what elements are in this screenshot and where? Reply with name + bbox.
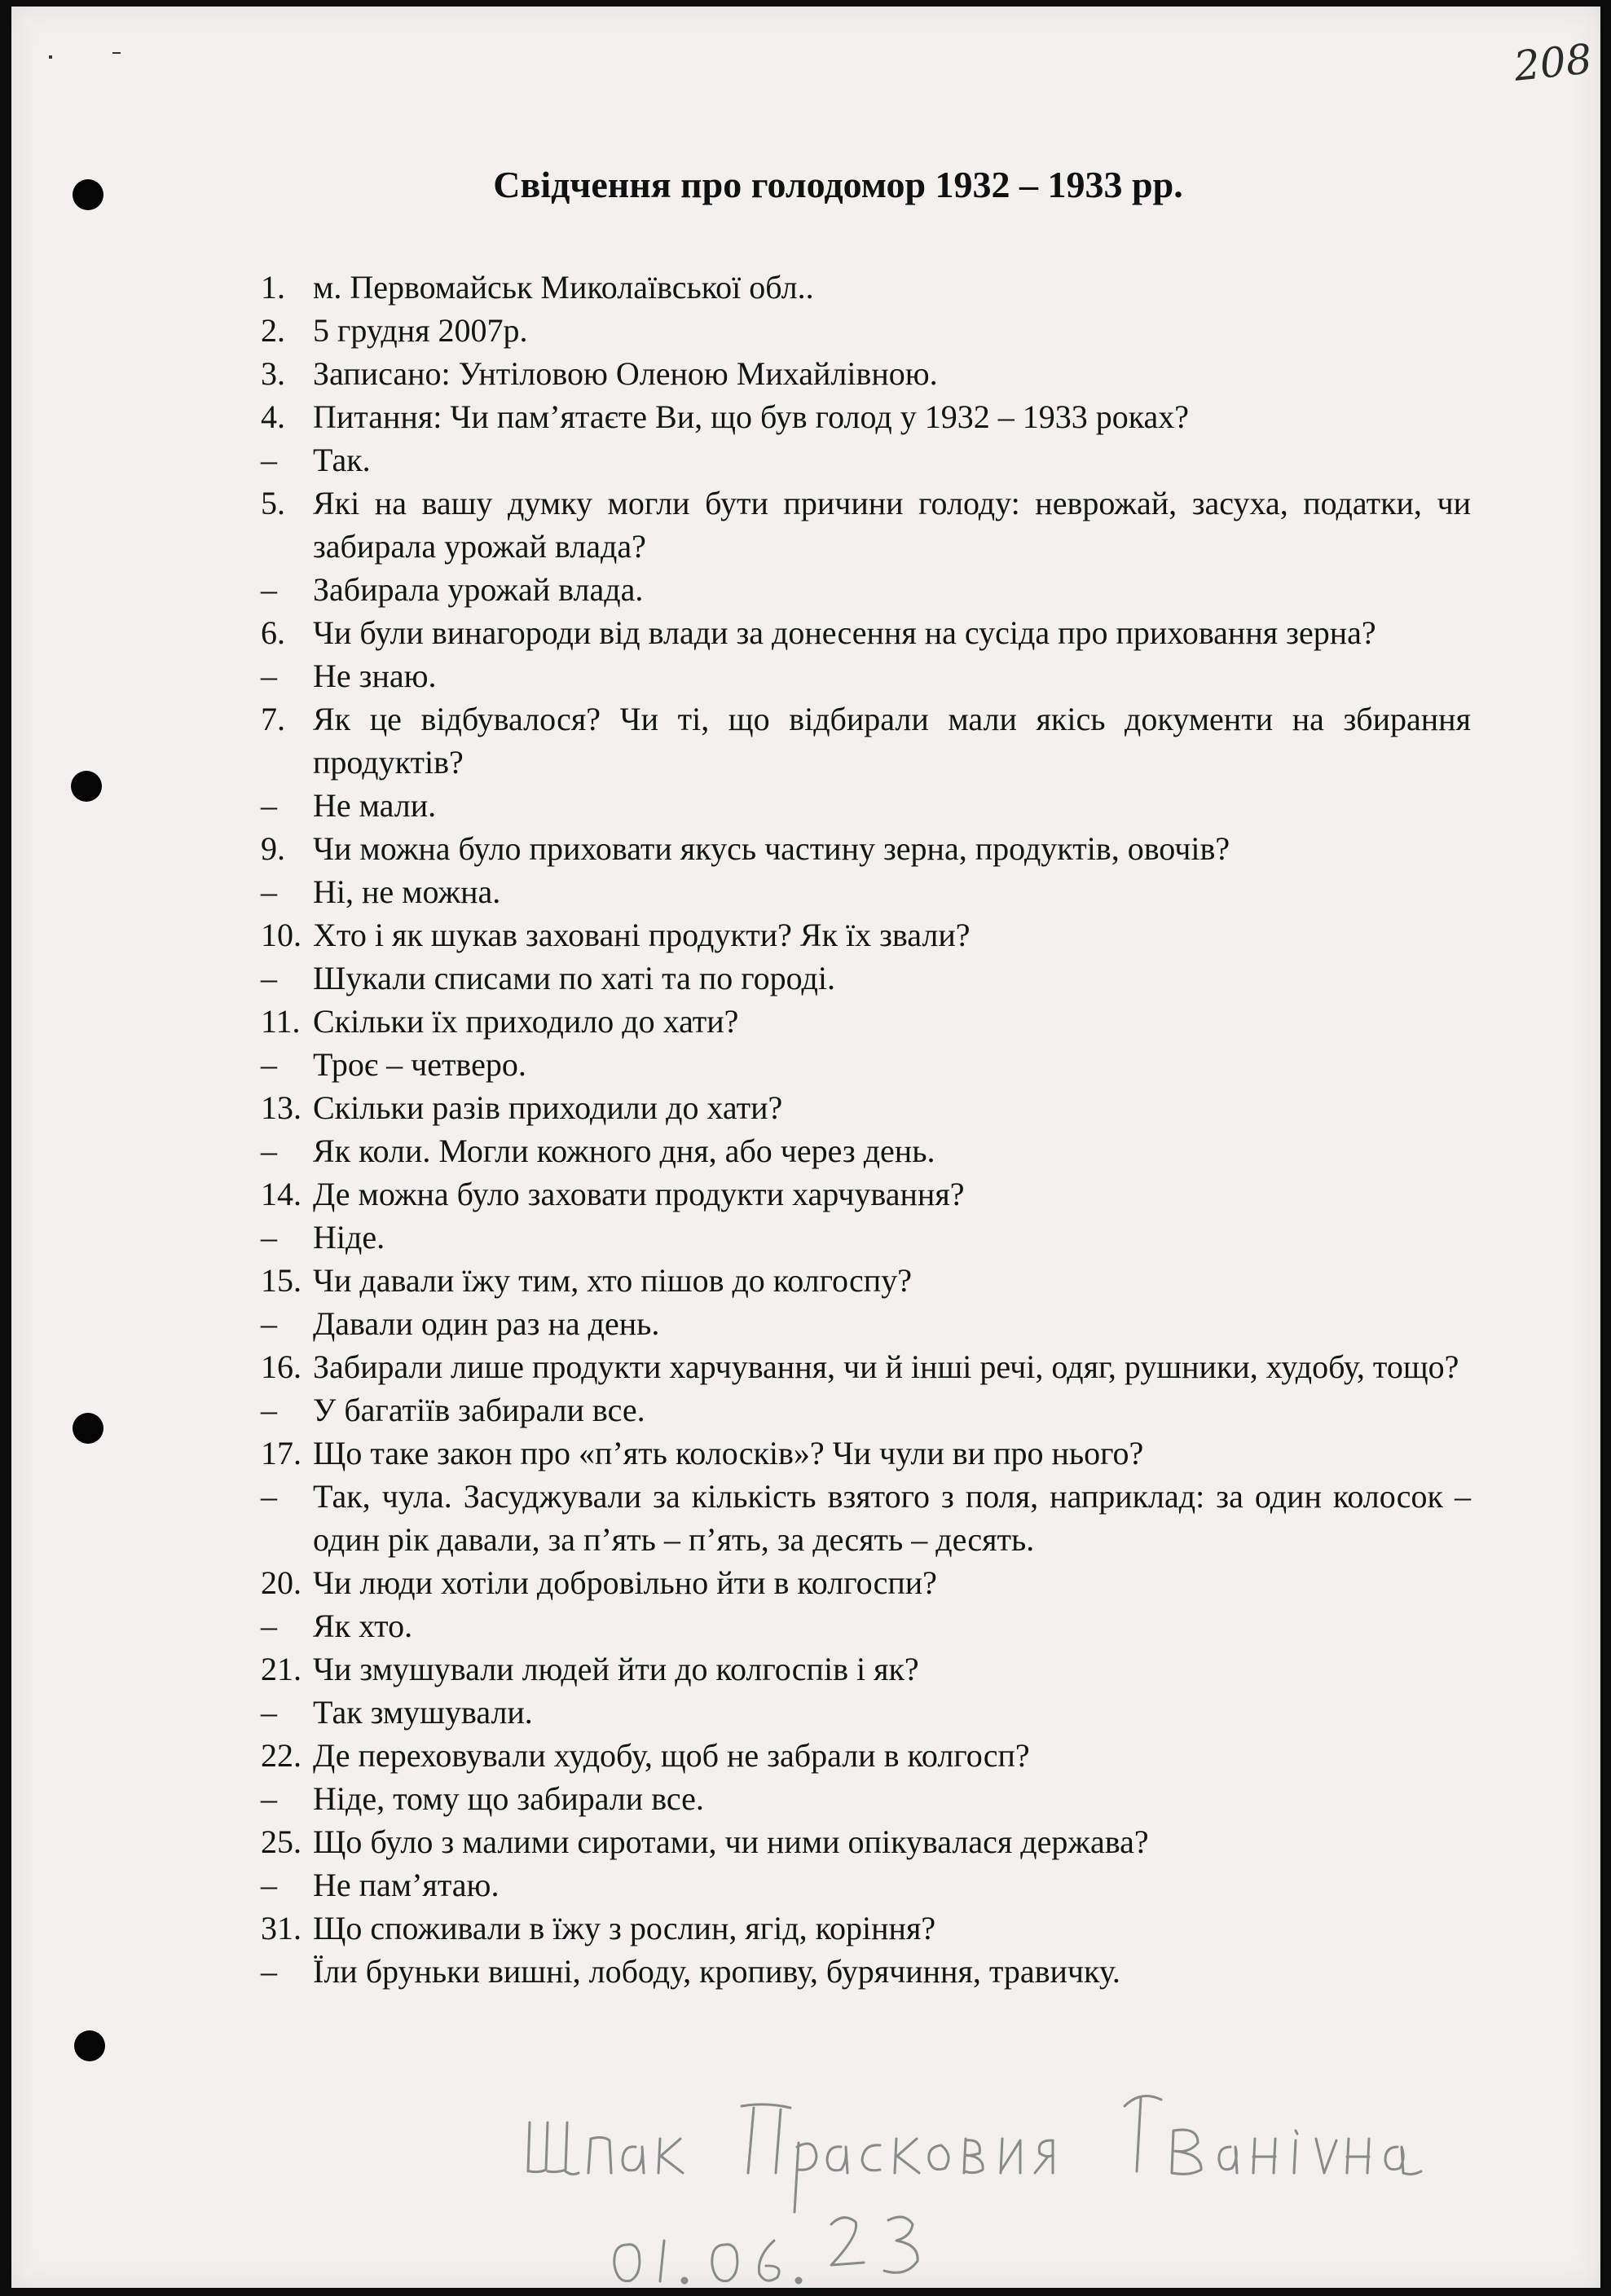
question-text: Записано: Унтіловою Оленою Михайлівною. [313, 355, 938, 392]
punch-hole [71, 771, 102, 802]
scan-speck [112, 52, 121, 54]
answer-text: Троє – четверо. [313, 1046, 526, 1083]
question-line [261, 1259, 1471, 1302]
answer-text: Не мали. [313, 787, 437, 824]
question-number: 31. [261, 1910, 302, 1946]
question-text: Хто і як шукав заховані продукти? Як їх звали? [313, 917, 971, 953]
question-number: 16. [261, 1348, 302, 1385]
question-text: Як це відбувалося? Чи ті, що відбирали мали якісь документи на збирання продуктів? [313, 701, 1471, 781]
answer-line [261, 1691, 1471, 1734]
answer-line [261, 1216, 1471, 1259]
answer-text: У багатіїв забирали все. [313, 1392, 645, 1428]
answer-dash: – [261, 1133, 277, 1169]
question-number: 22. [261, 1737, 302, 1774]
answer-line [261, 784, 1471, 827]
question-number: 17. [261, 1435, 302, 1471]
question-text: Що споживали в їжу з рослин, ягід, коріння? [313, 1910, 936, 1946]
question-line [261, 1734, 1471, 1777]
answer-dash: – [261, 1305, 277, 1342]
question-number: 7. [261, 701, 285, 737]
question-text: Де можна було заховати продукти харчування? [313, 1176, 965, 1212]
answer-line [261, 568, 1471, 611]
question-text: Питання: Чи пам’ятаєте Ви, що був голод у 1932 – 1933 роках? [313, 398, 1190, 435]
answer-line [261, 957, 1471, 1000]
answer-text: Їли бруньки вишні, лободу, кропиву, бурячиння, травичку. [313, 1953, 1120, 1990]
question-line [261, 827, 1471, 870]
question-number: 9. [261, 830, 285, 867]
question-number: 14. [261, 1176, 302, 1212]
question-line [261, 697, 1471, 784]
answer-dash: – [261, 1478, 277, 1515]
answer-text: Ні, не можна. [313, 873, 501, 910]
answer-line [261, 1302, 1471, 1345]
answer-text: Як коли. Могли кожного дня, або через день. [313, 1133, 935, 1169]
answer-dash: – [261, 1219, 277, 1256]
answer-line [261, 1777, 1471, 1820]
answer-text: Ніде. [313, 1219, 385, 1256]
page-number: 208 [1512, 35, 1595, 90]
answer-line [261, 1043, 1471, 1086]
answer-line [261, 438, 1471, 482]
question-number: 2. [261, 312, 285, 349]
answer-text: Так змушували. [313, 1694, 533, 1731]
answer-line [261, 1388, 1471, 1432]
answer-line [261, 1604, 1471, 1647]
question-text: Скільки разів приходили до хати? [313, 1089, 783, 1126]
question-text: Чи можна було приховати якусь частину зерна, продуктів, овочів? [313, 830, 1230, 867]
answer-dash: – [261, 1780, 277, 1817]
question-number: 3. [261, 355, 285, 392]
answer-text: Як хто. [313, 1608, 413, 1644]
signature-drawing [522, 2082, 1434, 2285]
handwritten-signature [522, 2082, 1434, 2285]
question-number: 13. [261, 1089, 302, 1126]
testimony-list [261, 266, 1471, 1993]
question-text: Чи люди хотіли добровільно йти в колгоспи? [313, 1564, 937, 1601]
answer-text: Не знаю. [313, 658, 437, 694]
question-line [261, 1907, 1471, 1950]
question-line [261, 1000, 1471, 1043]
answer-dash: – [261, 1046, 277, 1083]
answer-text: Ніде, тому що забирали все. [313, 1780, 704, 1817]
question-line [261, 1561, 1471, 1604]
question-line [261, 395, 1471, 438]
question-line [261, 1172, 1471, 1216]
answer-line [261, 1475, 1471, 1561]
question-line [261, 1345, 1471, 1388]
question-line [261, 352, 1471, 395]
answer-line [261, 1129, 1471, 1172]
question-line [261, 482, 1471, 568]
answer-line [261, 1950, 1471, 1993]
page-title: Свідчення про голодомор 1932 – 1933 рр. [493, 164, 1183, 205]
answer-dash: – [261, 1392, 277, 1428]
question-line [261, 913, 1471, 957]
answer-dash: – [261, 571, 277, 608]
question-text: Де переховували худобу, щоб не забрали в колгосп? [313, 1737, 1030, 1774]
answer-dash: – [261, 1608, 277, 1644]
question-text: Які на вашу думку могли бути причини голоду: неврожай, засуха, податки, чи забирала урожай влада? [313, 485, 1471, 565]
question-number: 25. [261, 1823, 302, 1860]
answer-text: Так, чула. Засуджували за кількість взятого з поля, наприклад: за один колосок – один рік давали, за п’ять – п’ять, за десять – десять. [313, 1478, 1471, 1558]
question-line [261, 611, 1471, 654]
question-line [261, 1647, 1471, 1691]
question-line [261, 1432, 1471, 1475]
scan-speck [49, 55, 52, 59]
answer-line [261, 654, 1471, 697]
question-text: 5 грудня 2007р. [313, 312, 528, 349]
answer-text: Давали один раз на день. [313, 1305, 660, 1342]
question-line [261, 1086, 1471, 1129]
answer-text: Не пам’ятаю. [313, 1867, 500, 1903]
punch-hole [73, 1413, 103, 1444]
question-text: Що таке закон про «п’ять колосків»? Чи чули ви про нього? [313, 1435, 1144, 1471]
punch-hole [74, 2030, 105, 2061]
answer-dash: – [261, 960, 277, 996]
question-text: м. Первомайськ Миколаївської обл.. [313, 269, 814, 306]
question-line [261, 309, 1471, 352]
answer-text: Так. [313, 442, 371, 478]
question-line [261, 1820, 1471, 1863]
answer-dash: – [261, 787, 277, 824]
question-number: 1. [261, 269, 285, 306]
answer-dash: – [261, 1953, 277, 1990]
answer-line [261, 1863, 1471, 1907]
question-number: 6. [261, 614, 285, 651]
question-text: Що було з малими сиротами, чи ними опікувалася держава? [313, 1823, 1149, 1860]
question-number: 4. [261, 398, 285, 435]
question-number: 5. [261, 485, 285, 521]
question-text: Скільки їх приходило до хати? [313, 1003, 739, 1040]
question-number: 15. [261, 1262, 302, 1299]
answer-text: Шукали списами по хаті та по городі. [313, 960, 835, 996]
question-line [261, 266, 1471, 309]
question-text: Чи змушували людей йти до колгоспів і як? [313, 1651, 919, 1687]
question-text: Забирали лише продукти харчування, чи й інші речі, одяг, рушники, худобу, тощо? [313, 1348, 1459, 1385]
answer-dash: – [261, 1694, 277, 1731]
question-text: Чи давали їжу тим, хто пішов до колгоспу? [313, 1262, 912, 1299]
question-number: 11. [261, 1003, 301, 1040]
answer-dash: – [261, 1867, 277, 1903]
question-number: 20. [261, 1564, 302, 1601]
answer-dash: – [261, 873, 277, 910]
answer-line [261, 870, 1471, 913]
question-number: 10. [261, 917, 302, 953]
answer-dash: – [261, 442, 277, 478]
question-number: 21. [261, 1651, 302, 1687]
answer-dash: – [261, 658, 277, 694]
question-text: Чи були винагороди від влади за донесення на сусіда про приховання зерна? [313, 614, 1376, 651]
answer-text: Забирала урожай влада. [313, 571, 644, 608]
